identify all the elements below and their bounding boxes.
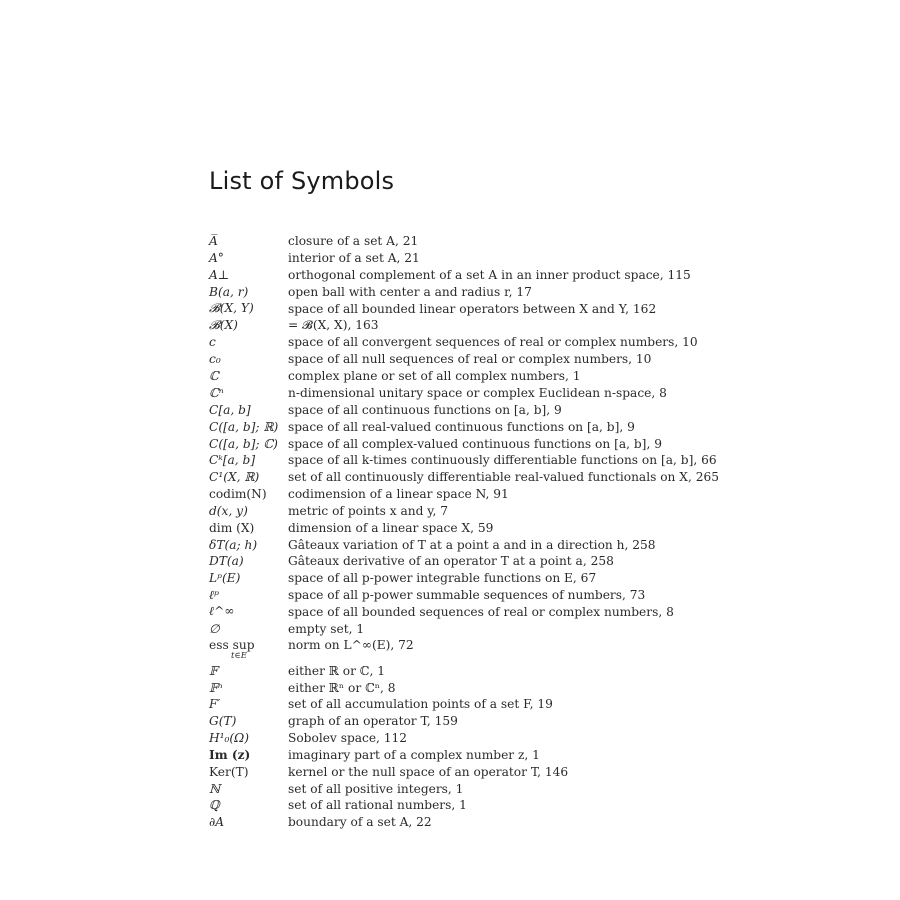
symbol-subscript: t∈E (231, 651, 247, 662)
symbol-row (209, 267, 809, 284)
symbol-row (209, 797, 809, 814)
symbol-term (209, 782, 288, 796)
symbol-description: empty set, 1 (288, 621, 365, 636)
symbol-description: n-dimensional unitary space or complex Euclidean n-space, 8 (288, 386, 667, 401)
symbol-term (209, 588, 288, 603)
symbol-term-text: ℕ (209, 781, 221, 796)
symbol-row (209, 604, 809, 621)
symbol-row (209, 250, 809, 267)
symbol-term (209, 538, 288, 552)
symbol-term-text: F′ (209, 697, 221, 712)
symbol-term (209, 521, 288, 535)
symbol-row (209, 553, 809, 570)
symbol-row (209, 587, 809, 604)
symbol-term-text: dim (X) (209, 520, 255, 535)
symbol-term-text: C([a, b]; ℝ) (209, 419, 279, 434)
symbol-description: space of all null sequences of real or complex numbers, 10 (288, 352, 652, 367)
symbol-row (209, 637, 809, 662)
symbol-description: set of all positive integers, 1 (288, 781, 464, 796)
symbol-term-text: 𝓑(X, Y) (209, 301, 254, 316)
symbol-description: Sobolev space, 112 (288, 731, 408, 746)
symbol-term-text: Ker(T) (209, 764, 249, 779)
symbol-row (209, 570, 809, 587)
symbol-term-text: δT(a; h) (209, 537, 258, 552)
symbol-description: space of all convergent sequences of real or complex numbers, 10 (288, 335, 698, 350)
symbol-term (209, 251, 288, 265)
symbol-term-text: ∅ (209, 621, 220, 636)
symbol-row (209, 730, 809, 747)
symbol-term-text: Cᵏ[a, b] (209, 453, 256, 468)
symbol-description: codimension of a linear space N, 91 (288, 487, 509, 502)
symbol-term (209, 697, 288, 711)
symbol-description: dimension of a linear space X, 59 (288, 520, 494, 535)
symbol-term-text: ℚ (209, 798, 220, 813)
symbol-term (209, 622, 288, 636)
symbol-term-text: c₀ (209, 352, 221, 367)
symbol-term (209, 798, 288, 812)
symbol-row (209, 696, 809, 713)
symbol-term (209, 681, 288, 695)
symbol-row (209, 317, 809, 334)
symbol-row (209, 780, 809, 797)
symbol-term (209, 815, 288, 829)
symbol-term-text: ess sup (209, 638, 255, 653)
symbol-row (209, 334, 809, 351)
symbol-term (209, 504, 288, 518)
symbol-term (209, 714, 288, 728)
symbol-term (209, 748, 288, 762)
symbol-term-text: ℓ^∞ (209, 604, 235, 619)
symbol-description: either ℝ or ℂ, 1 (288, 663, 386, 678)
symbol-term-text: Lᵖ(E) (209, 571, 241, 586)
symbol-description: graph of an operator T, 159 (288, 714, 458, 729)
symbol-description: Gâteaux variation of T at a point a and in a direction h, 258 (288, 537, 656, 552)
symbol-term (209, 487, 288, 501)
symbol-description: boundary of a set A, 22 (288, 815, 432, 830)
symbol-term (209, 420, 288, 434)
symbol-row (209, 519, 809, 536)
symbol-row (209, 486, 809, 503)
symbol-term-text: C[a, b] (209, 402, 251, 417)
symbol-description: set of all rational numbers, 1 (288, 798, 467, 813)
symbol-description: either ℝⁿ or ℂⁿ, 8 (288, 680, 396, 695)
symbol-description: space of all complex-valued continuous functions on [a, b], 9 (288, 436, 662, 451)
symbol-term-text: 𝔽 (209, 663, 218, 678)
symbol-term (209, 571, 288, 585)
symbol-term-text: ℓᵖ (209, 587, 219, 602)
symbol-term (209, 369, 288, 383)
symbol-description: kernel or the null space of an operator T, 146 (288, 764, 569, 779)
symbol-term-text: c (209, 335, 216, 350)
symbol-row (209, 746, 809, 763)
symbol-term (209, 285, 288, 299)
symbol-term (209, 352, 288, 366)
symbol-row (209, 662, 809, 679)
symbol-description: space of all p-power summable sequences of numbers, 73 (288, 588, 646, 603)
symbol-term (209, 268, 288, 282)
symbol-term-text: B(a, r) (209, 284, 249, 299)
symbol-description: space of all k-times continuously differentiable functions on [a, b], 66 (288, 453, 717, 468)
symbol-term-text: ℂ (209, 369, 219, 384)
symbol-list (209, 233, 809, 831)
symbol-term (209, 234, 288, 248)
symbol-row (209, 284, 809, 301)
symbol-term-text: H¹₀(Ω) (209, 731, 250, 746)
symbol-term-text: A° (209, 251, 224, 266)
symbol-term (209, 638, 288, 661)
symbol-term (209, 453, 288, 467)
symbol-row (209, 368, 809, 385)
symbol-term (209, 437, 288, 451)
symbol-description: orthogonal complement of a set A in an inner product space, 115 (288, 268, 691, 283)
symbol-term-text: A̅ (209, 234, 218, 249)
symbol-description: space of all real-valued continuous functions on [a, b], 9 (288, 419, 635, 434)
symbol-row (209, 435, 809, 452)
symbol-row (209, 469, 809, 486)
symbol-row (209, 814, 809, 831)
symbol-row (209, 713, 809, 730)
symbol-term-text: 𝓑(X) (209, 318, 238, 333)
symbol-row (209, 401, 809, 418)
symbol-term-text: 𝔽ⁿ (209, 680, 223, 695)
symbol-term-text: C¹(X, ℝ) (209, 470, 260, 485)
symbol-term-text: ∂A (209, 815, 225, 830)
symbol-term (209, 403, 288, 417)
symbol-description: = 𝓑(X, X), 163 (288, 318, 379, 333)
symbol-term-text: DT(a) (209, 554, 244, 569)
symbol-description: interior of a set A, 21 (288, 251, 420, 266)
symbol-row (209, 452, 809, 469)
symbol-term-text: ℂⁿ (209, 386, 224, 401)
symbol-row (209, 679, 809, 696)
symbol-description: space of all bounded sequences of real or complex numbers, 8 (288, 604, 674, 619)
symbol-term (209, 604, 288, 619)
symbol-row (209, 385, 809, 402)
symbol-row (209, 233, 809, 250)
symbol-row (209, 351, 809, 368)
symbol-description: metric of points x and y, 7 (288, 503, 449, 518)
symbol-term (209, 470, 288, 484)
symbol-description: complex plane or set of all complex numbers, 1 (288, 369, 581, 384)
symbol-term-text: d(x, y) (209, 503, 248, 518)
page-title: List of Symbols (209, 167, 395, 195)
symbol-term (209, 335, 288, 349)
symbol-term-text: G(T) (209, 714, 237, 729)
symbol-term (209, 765, 288, 779)
symbol-term (209, 664, 288, 678)
symbol-term (209, 301, 288, 316)
symbol-row (209, 503, 809, 520)
symbol-row (209, 536, 809, 553)
symbol-term (209, 318, 288, 333)
symbol-row (209, 620, 809, 637)
symbol-description: closure of a set A, 21 (288, 234, 419, 249)
symbol-term (209, 554, 288, 568)
symbol-description: space of all continuous functions on [a, b], 9 (288, 402, 562, 417)
symbol-description: set of all continuously differentiable real-valued functionals on X, 265 (288, 470, 719, 485)
symbol-term-text: A⊥ (209, 268, 230, 283)
symbol-description: imaginary part of a complex number z, 1 (288, 747, 540, 762)
symbol-row (209, 418, 809, 435)
symbol-row (209, 300, 809, 317)
symbol-term (209, 731, 288, 745)
symbol-term (209, 386, 288, 400)
symbol-term-text: codim(N) (209, 487, 267, 502)
symbol-description: norm on L^∞(E), 72 (288, 638, 414, 653)
symbol-description: open ball with center a and radius r, 17 (288, 284, 532, 299)
symbol-term-text: C([a, b]; ℂ) (209, 436, 278, 451)
symbol-term-text: Im (z) (209, 747, 251, 762)
symbol-description: Gâteaux derivative of an operator T at a point a, 258 (288, 554, 614, 569)
symbol-description: space of all bounded linear operators between X and Y, 162 (288, 301, 657, 316)
symbol-row (209, 763, 809, 780)
symbol-description: set of all accumulation points of a set F, 19 (288, 697, 553, 712)
symbol-description: space of all p-power integrable functions on E, 67 (288, 571, 597, 586)
